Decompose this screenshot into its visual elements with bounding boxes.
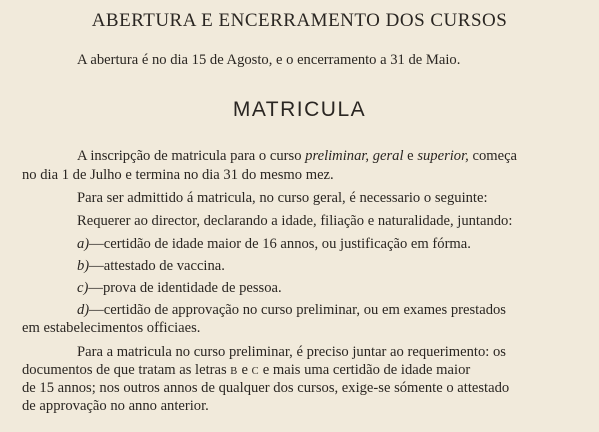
italic-superior: superior, [417,148,469,164]
list-text: —certidão de approvação no curso preliminar, ou em exames prestados [89,302,506,318]
paragraph-preliminar-line-3: de 15 annos; nos outros annos de qualquer dos cursos, exige-se sómente o attestado [22,380,510,396]
list-marker: c) [77,280,89,296]
paragraph-preliminar-line-1: Para a matricula no curso preliminar, é preciso juntar ao requerimento: os [77,344,506,360]
paragraph-abertura: A abertura é no dia 15 de Agosto, e o encerramento a 31 de Maio. [77,52,461,68]
list-marker: b) [77,258,90,274]
list-item-d [77,301,506,319]
list-text: —attestado de vaccina. [89,258,225,274]
text-span: e [403,148,418,164]
paragraph-preliminar-line-2 [22,361,470,381]
letter-c: C [251,366,260,377]
paragraph-inscripcao-line-2: no dia 1 de Julho e termina no dia 31 do mesmo mez. [22,167,334,183]
text-span: documentos de que tratam as letras [22,362,231,378]
paragraph-admittido: Para ser admittido á matricula, no curso geral, é necessario o seguinte: [77,190,488,206]
list-item-a [77,235,471,253]
italic-courses: preliminar, geral [305,148,404,164]
list-item-d-line-2: em estabelecimentos officiaes. [22,320,201,336]
text-span: e [237,362,252,378]
letter-b: B [230,366,238,377]
heading-matricula: MATRICULA [232,98,367,121]
text-span: e mais uma certidão de idade maior [259,362,471,378]
paragraph-requerer: Requerer ao director, declarando a idade, filiação e naturalidade, juntando: [77,213,513,229]
list-text: —certidão de idade maior de 16 annos, ou justificação em fórma. [89,236,471,252]
list-marker: d) [77,302,90,318]
list-text: —prova de identidade de pessoa. [88,280,282,296]
paragraph-preliminar-line-4: de approvação no anno anterior. [22,398,209,414]
list-marker: a) [77,236,90,252]
heading-abertura-encerramento: ABERTURA E ENCERRAMENTO DOS CURSOS [91,10,508,31]
paragraph-inscripcao-line-1 [77,147,517,165]
list-item-c [77,279,282,297]
text-span: começa [468,148,518,164]
list-item-b [77,257,225,275]
text-span: A inscripção de matricula para o curso [77,148,306,164]
